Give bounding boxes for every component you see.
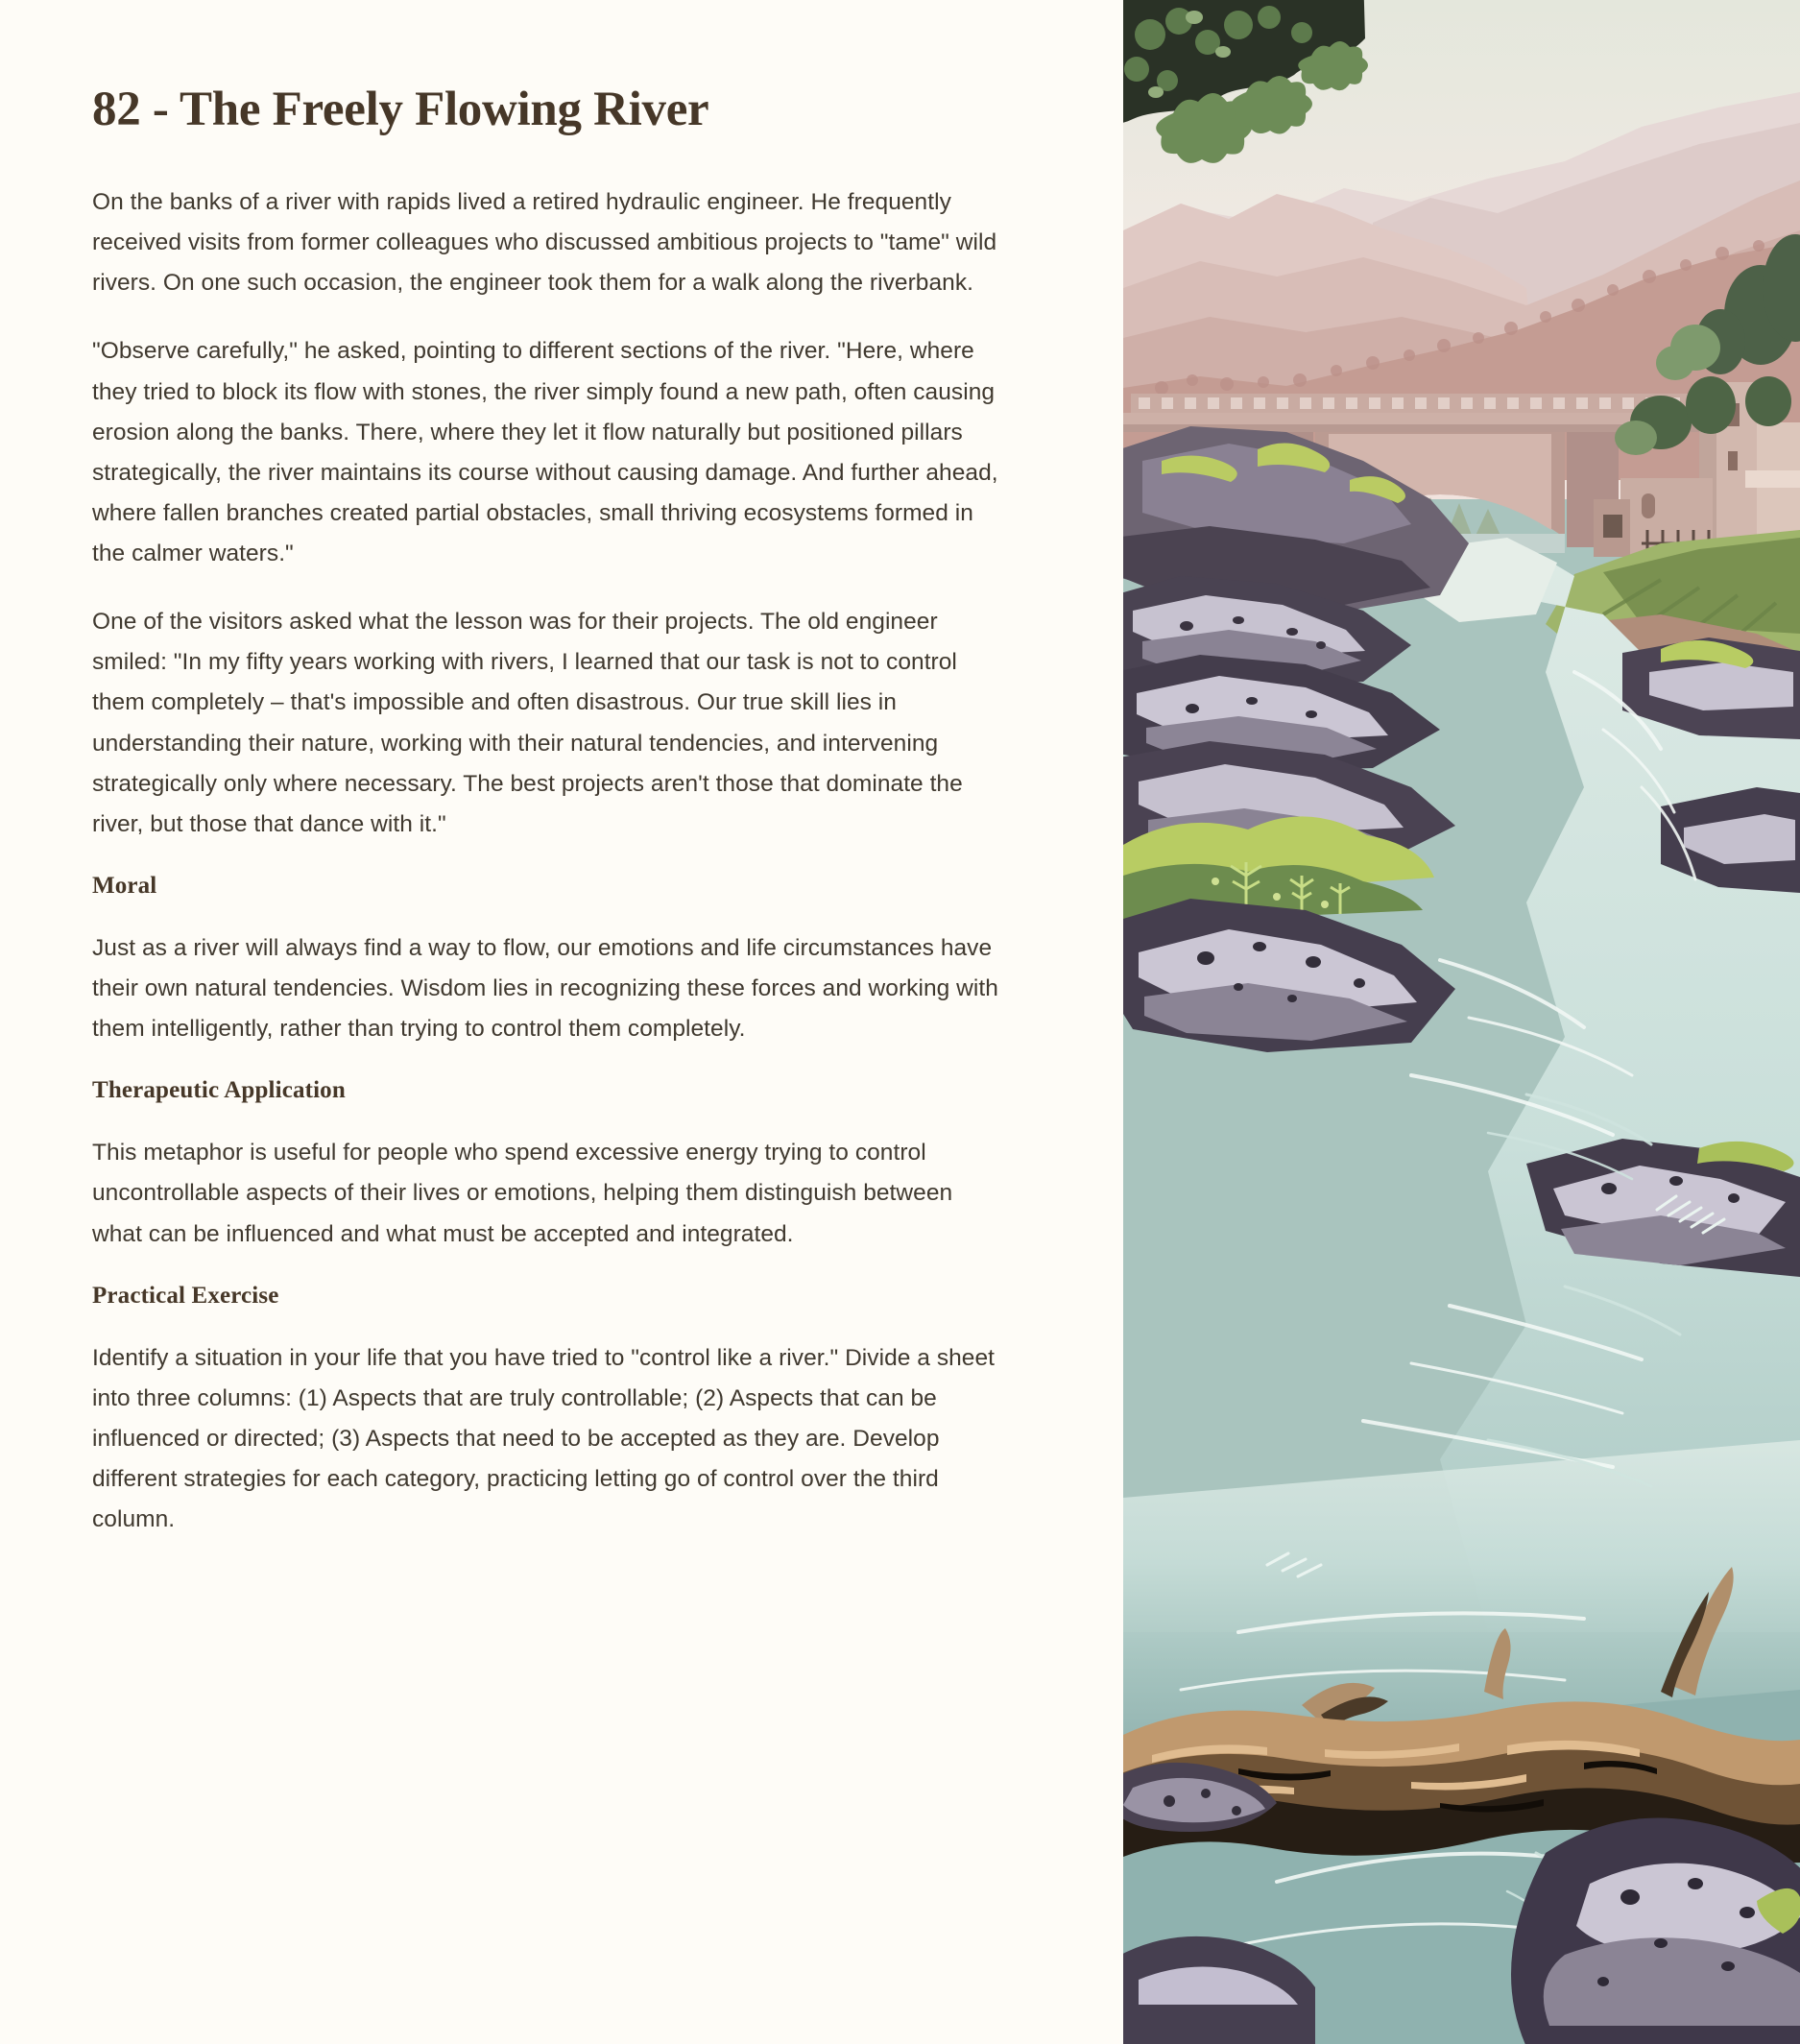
foreground-rocks-left — [1123, 899, 1455, 1052]
paragraph-intro: On the banks of a river with rapids lived a retired hydraulic engineer. He frequently received visits from former colleagues who discussed ambitious projects to "tame" wild rivers. On one such occasion, the engineer took them for a walk along the riverbank. — [92, 189, 997, 297]
heading-practical-exercise: Practical Exercise — [92, 1282, 279, 1309]
page-title: 82 - The Freely Flowing River — [92, 83, 709, 136]
paragraph-therapeutic-application: This metaphor is useful for people who spend excessive energy trying to control uncontrollable aspects of their lives or emotions, helping them distinguish between what can be influenced and what must be accepted and integrated. — [92, 1140, 953, 1247]
river-illustration — [1123, 0, 1800, 2044]
paragraph-moral: Just as a river will always find a way to flow, our emotions and life circumstances have their own natural tendencies. Wisdom lies in recognizing these forces and working with them intelligently, rather than trying to control them completely. — [92, 934, 998, 1043]
river-illustration-svg — [1123, 0, 1800, 2044]
paragraph-practical-exercise: Identify a situation in your life that you have tried to "control like a river." Divide a sheet into three columns: (1) Aspects that are truly controllable; (2) Aspects that can be influenced or directed; (3) Aspects that need to be accepted as they are. Develop different strategies for each category, practicing letting go of control over the third column. — [92, 1344, 996, 1533]
heading-moral: Moral — [92, 872, 157, 899]
paragraph-observation: "Observe carefully," he asked, pointing to different sections of the river. "Here, where they tried to block its flow with stones, the river simply found a new path, often causing erosion along the banks. There, where they let it flow naturally but positioned pillars strategically, the river maintains its course without causing damage. And further ahead, where fallen branches created partial obstacles, small thriving ecosystems formed in the calmer waters." — [92, 338, 998, 567]
foreground-rock-bottom-right — [1511, 1818, 1800, 2044]
paragraph-lesson: One of the visitors asked what the lesson was for their projects. The old engineer smiled: "In my fifty years working with rivers, I learned that our task is not to control them completely – that's impossible and often disastrous. Our true skill lies in understanding their nature, working with their natural tendencies, and intervening strategically only where necessary. The best projects aren't those that dominate the river, but those that dance with it." — [92, 609, 963, 837]
heading-therapeutic-application: Therapeutic Application — [92, 1077, 346, 1104]
